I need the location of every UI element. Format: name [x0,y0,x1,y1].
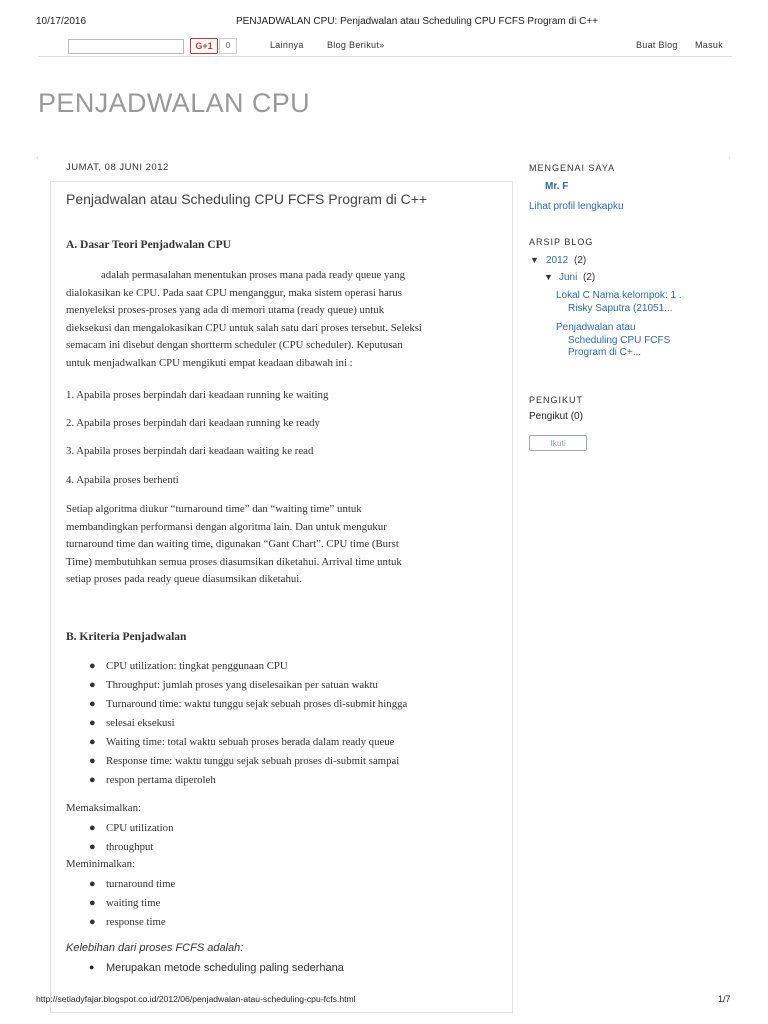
more-link[interactable]: Lainnya [270,40,304,50]
archive-post-link[interactable] [556,290,682,315]
condition-item: 4. Apabila proses berhenti [66,474,179,486]
archive-month-link[interactable]: Juni [559,272,578,283]
maximize-item: throughput [106,841,154,853]
print-footer-url: http://setiadyfajar.blogspot.co.id/2012/06/penjadwalan-atau-scheduling-cpu-fcfs.html [36,994,356,1004]
bullet-icon: ● [89,897,96,909]
algorithm-line: Time) membutuhkan semua proses diasumsikan diketahui. Arrival time untuk [66,555,402,568]
print-page-number: 1/7 [718,994,731,1004]
criteria-item: Waiting time: total waktu sebuah proses berada dalam ready queue [106,736,395,748]
archive-post-line: Risky Saputra (21051... [568,302,673,314]
condition-item: 2. Apabila proses berpindah dari keadaan running ke ready [66,417,320,429]
criteria-item: Throughput: jumlah proses yang diselesaikan per satuan waktu [106,679,378,691]
bullet-icon: ● [89,660,96,672]
archive-year-link[interactable]: 2012 [546,255,569,266]
sign-in-link[interactable]: Masuk [695,40,724,50]
bullet-icon: ● [89,774,96,786]
intro-line: menyeleksi proses-proses yang ada di memori utama (ready queue) untuk [66,304,385,317]
algorithm-line: Setiap algoritma diukur “turnaround time” dan “waiting time” untuk [66,503,362,515]
right-corner-mark: › [728,153,731,162]
bullet-icon: ● [89,698,96,710]
section-b-heading: B. Kriteria Penjadwalan [66,631,187,643]
collapse-arrow-icon[interactable]: ▼ [530,255,539,265]
author-name-link[interactable]: Mr. F [545,181,569,192]
intro-line: adalah permasalahan menentukan proses mana pada ready queue yang [101,269,405,281]
google-plus-button[interactable]: G+1 [190,38,218,54]
bullet-icon: ● [89,755,96,767]
bullet-icon: ● [89,679,96,691]
archive-post-link[interactable] [556,322,670,360]
maximize-item: CPU utilization [106,822,174,834]
create-blog-link[interactable]: Buat Blog [636,40,678,50]
intro-line: untuk menjadwalkan CPU mengikuti empat keadaan dibawah ini : [66,356,353,369]
archive-year-count: (2) [574,255,587,266]
bullet-icon: ● [89,736,96,748]
maximize-label: Memaksimalkan: [66,802,141,814]
google-plus-count: 0 [219,38,237,54]
archive-post-line: Scheduling CPU FCFS [568,334,671,346]
section-a-heading: A. Dasar Teori Penjadwalan CPU [66,239,231,251]
algorithm-line: turnaround time dan waiting time, digunakan “Gant Chart”. CPU time (Burst [66,538,399,551]
next-blog-link[interactable]: Blog Berikut» [327,40,385,50]
bullet-icon: ● [89,916,96,928]
followers-heading: PENGIKUT [529,395,584,405]
archive-heading: ARSIP BLOG [529,237,594,247]
post-title[interactable]: Penjadwalan atau Scheduling CPU FCFS Program di C++ [66,191,428,207]
bullet-icon: ● [89,962,95,972]
bullet-icon: ● [89,841,96,853]
condition-item: 1. Apabila proses berpindah dari keadaan running ke waiting [66,389,329,401]
archive-month-count: (2) [583,272,596,283]
intro-paragraph [66,267,492,373]
criteria-item: selesai eksekusi [106,717,175,729]
advantages-label: Kelebihan dari proses FCFS adalah: [66,942,244,954]
minimize-item: waiting time [106,897,161,909]
blog-title[interactable]: PENJADWALAN CPU [38,88,311,118]
left-corner-mark: ‹ [36,153,39,162]
followers-count: Pengikut (0) [529,411,583,422]
follow-button[interactable]: Ikuti [529,435,587,451]
bullet-icon: ● [89,717,96,729]
archive-post-line: Lokal C Nama kelompok: 1 . [556,290,682,301]
navbar-search-input[interactable] [68,39,184,54]
minimize-item: response time [106,916,166,928]
criteria-item: Turnaround time: waktu tunggu sejak sebuah proses di-submit hingga [106,698,408,710]
criteria-item: respon pertama diperoleh [106,774,216,786]
bullet-icon: ● [89,878,96,890]
archive-post-line: Program di C+... [568,347,642,358]
about-heading: MENGENAI SAYA [529,163,616,173]
algorithm-line: membandingkan performansi dengan algoritma lain. Dan untuk mengukur [66,520,387,533]
criteria-item: Response time: waktu tunggu sejak sebuah proses di-submit sampai [106,755,400,767]
archive-post-line: Penjadwalan atau [556,322,636,333]
profile-link[interactable]: Lihat profil lengkapku [529,201,624,212]
minimize-item: turnaround time [106,878,176,890]
algorithm-line: setiap proses pada ready queue diasumsikan diketahui. [66,573,302,586]
minimize-label: Meminimalkan: [66,858,135,870]
print-date: 10/17/2016 [36,16,87,27]
intro-line: semacam ini disebut dengan shortterm scheduler (CPU scheduler). Keputusan [66,339,403,352]
post-date-header: JUMAT, 08 JUNI 2012 [66,162,169,173]
header-divider [38,56,732,57]
intro-line: dialokasikan ke CPU. Pada saat CPU menganggur, maka sistem operasi harus [66,286,403,299]
condition-item: 3. Apabila proses berpindah dari keadaan waiting ke read [66,445,314,457]
criteria-item: CPU utilization: tingkat penggunaan CPU [106,660,288,672]
collapse-arrow-icon[interactable]: ▼ [544,272,553,282]
bullet-icon: ● [89,822,96,834]
algorithm-paragraph [66,501,492,589]
print-page-title: PENJADWALAN CPU: Penjadwalan atau Scheduling CPU FCFS Program di C++ [236,16,599,27]
intro-line: dieksekusi dan mengalokasikan CPU untuk salah satu dari proses tersebut. Seleksi [66,321,422,334]
advantages-item: Merupakan metode scheduling paling sederhana [106,962,344,974]
